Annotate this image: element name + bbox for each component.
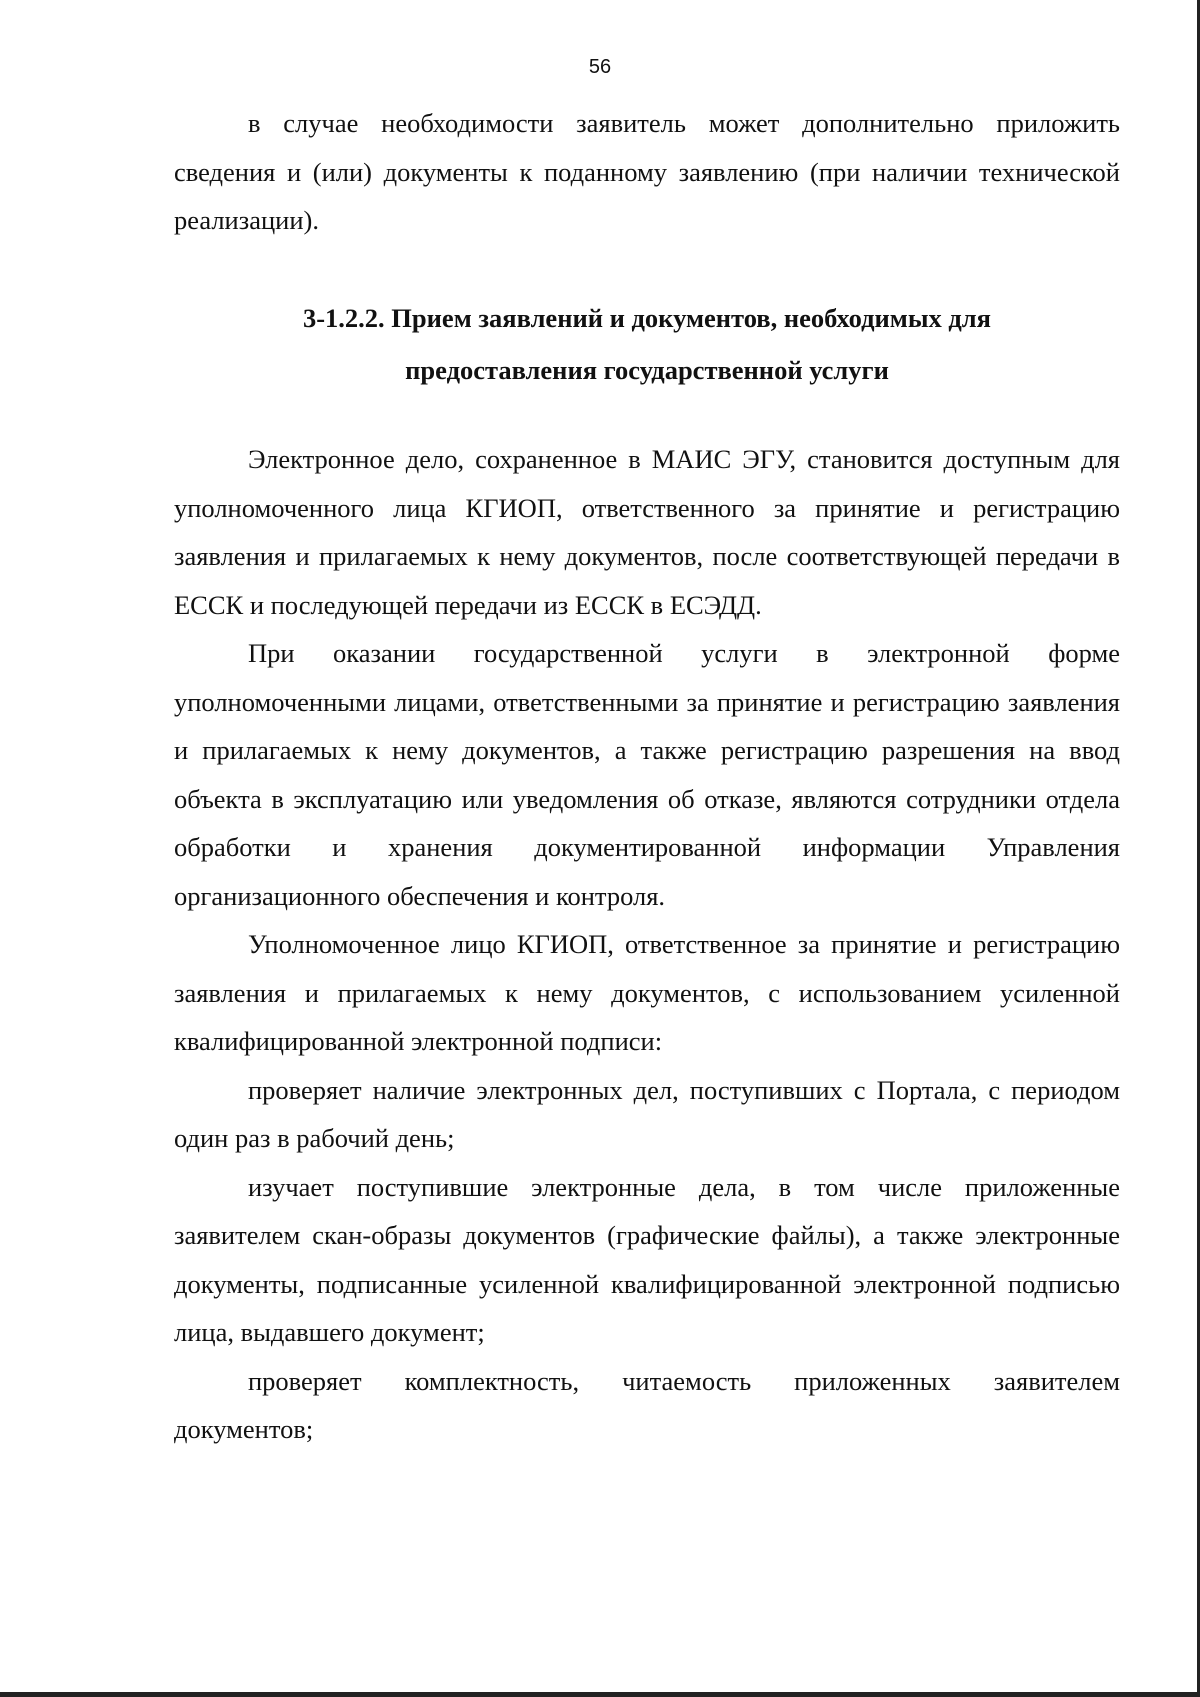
body-section (174, 435, 1120, 1454)
paragraph-authorized-person-duties: Уполномоченное лицо КГИОП, ответственное за принятие и регистрацию заявления и прилагаемых к нему документов, с использованием усиленной квалифицированной электронной подписи: (174, 929, 1120, 1056)
paragraph-study-cases: изучает поступившие электронные дела, в том числе приложенные заявителем скан-образы документов (графические файлы), а также электронные документы, подписанные усиленной квалифицированной электронной подписью лица, выдавшего документ; (174, 1171, 1120, 1347)
paragraph-authorized-persons: При оказании государственной услуги в электронной форме уполномоченными лицами, ответственными за принятие и регистрацию заявления и прилагаемых к нему документов, а также регистрацию разрешения на ввод объекта в эксплуатацию или уведомления об отказе, являются сотрудники отдела обработки и хранения документированной информации Управления организационного обеспечения и контроля. (174, 638, 1120, 911)
intro-section (174, 99, 1120, 245)
paragraph-check-cases: проверяет наличие электронных дел, поступивших с Портала, с периодом один раз в рабочий день; (174, 1074, 1120, 1153)
section-heading (174, 292, 1120, 396)
paragraph-check-completeness: проверяет комплектность, читаемость приложенных заявителем документов; (174, 1365, 1120, 1444)
section-heading-line-1: 3-1.2.2. Прием заявлений и документов, необходимых для (302, 303, 992, 333)
section-heading-line-2: предоставления государственной услуги (405, 355, 889, 385)
intro-paragraph: в случае необходимости заявитель может дополнительно приложить сведения и (или) документы к поданному заявлению (при наличии технической реализации). (174, 108, 1120, 235)
paragraph-electronic-case: Электронное дело, сохраненное в МАИС ЭГУ, становится доступным для уполномоченного лица КГИОП, ответственного за принятие и регистрацию заявления и прилагаемых к нему документов, после соответствующей передачи в ЕССК и последующей передачи из ЕССК в ЕСЭДД. (174, 444, 1120, 620)
page-edge-bottom (0, 1692, 1200, 1697)
page-number: 56 (588, 56, 612, 78)
